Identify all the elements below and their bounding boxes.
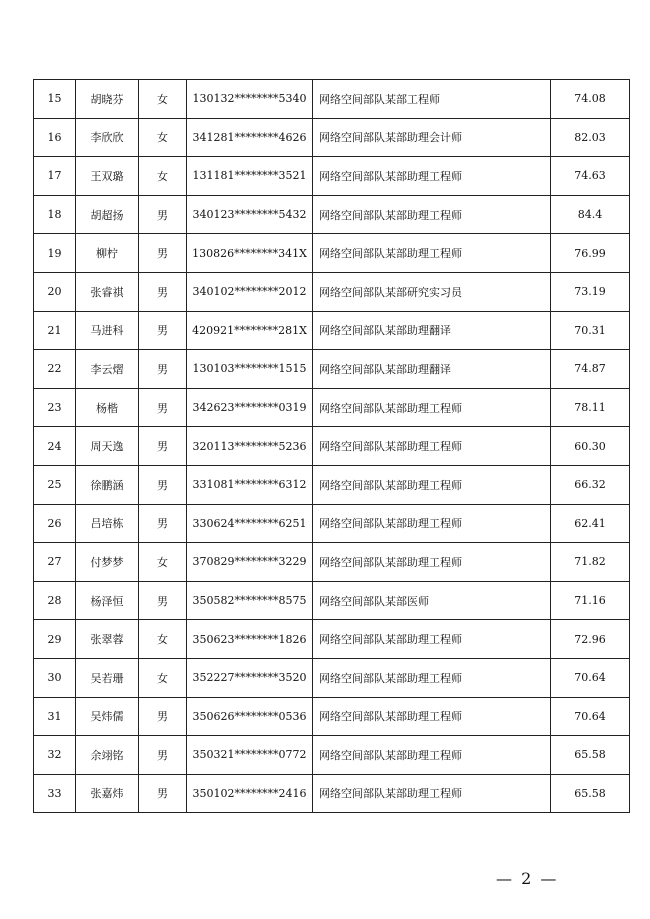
candidate-score: 62.41	[551, 504, 630, 543]
row-number: 17	[34, 157, 76, 196]
candidate-position: 网络空间部队某部助理会计师	[313, 118, 551, 157]
row-number: 21	[34, 311, 76, 350]
candidate-position: 网络空间部队某部医师	[313, 581, 551, 620]
candidate-gender: 男	[139, 234, 187, 273]
candidate-score: 65.58	[551, 774, 630, 813]
candidate-gender: 男	[139, 504, 187, 543]
candidate-score: 72.96	[551, 620, 630, 659]
row-number: 16	[34, 118, 76, 157]
table-row	[34, 388, 630, 427]
row-number: 18	[34, 195, 76, 234]
candidate-gender: 女	[139, 658, 187, 697]
row-number: 33	[34, 774, 76, 813]
candidate-score: 70.31	[551, 311, 630, 350]
candidate-name: 张翠蓉	[76, 620, 139, 659]
candidate-position: 网络空间部队某部助理工程师	[313, 195, 551, 234]
candidate-name: 吕培栋	[76, 504, 139, 543]
candidate-gender: 男	[139, 427, 187, 466]
table-row	[34, 774, 630, 813]
candidate-score: 82.03	[551, 118, 630, 157]
candidate-name: 柳柠	[76, 234, 139, 273]
table-row	[34, 697, 630, 736]
table-row	[34, 234, 630, 273]
candidate-id-number: 330624********6251	[187, 504, 313, 543]
candidate-name: 吴炜儒	[76, 697, 139, 736]
candidate-gender: 女	[139, 80, 187, 119]
candidate-name: 余翊铭	[76, 736, 139, 775]
candidate-id-number: 350321********0772	[187, 736, 313, 775]
candidate-position: 网络空间部队某部助理工程师	[313, 697, 551, 736]
candidate-name: 李欣欣	[76, 118, 139, 157]
table-row	[34, 427, 630, 466]
table-row	[34, 504, 630, 543]
candidate-position: 网络空间部队某部助理翻译	[313, 311, 551, 350]
candidate-name: 徐鹏涵	[76, 465, 139, 504]
candidate-score: 84.4	[551, 195, 630, 234]
table-row	[34, 658, 630, 697]
candidate-position: 网络空间部队某部助理工程师	[313, 427, 551, 466]
row-number: 25	[34, 465, 76, 504]
candidate-score: 65.58	[551, 736, 630, 775]
candidate-gender: 女	[139, 157, 187, 196]
candidate-position: 网络空间部队某部助理工程师	[313, 543, 551, 582]
table-row	[34, 581, 630, 620]
candidate-name: 杨泽恒	[76, 581, 139, 620]
table-row	[34, 620, 630, 659]
table-row	[34, 350, 630, 389]
candidate-gender: 男	[139, 388, 187, 427]
candidate-id-number: 420921********281X	[187, 311, 313, 350]
candidate-position: 网络空间部队某部研究实习员	[313, 272, 551, 311]
candidate-name: 胡超扬	[76, 195, 139, 234]
candidate-id-number: 350623********1826	[187, 620, 313, 659]
candidate-score: 60.30	[551, 427, 630, 466]
candidate-id-number: 130826********341X	[187, 234, 313, 273]
candidate-id-number: 350626********0536	[187, 697, 313, 736]
candidate-position: 网络空间部队某部助理工程师	[313, 736, 551, 775]
candidate-id-number: 341281********4626	[187, 118, 313, 157]
candidate-position: 网络空间部队某部助理工程师	[313, 620, 551, 659]
table-row	[34, 543, 630, 582]
row-number: 26	[34, 504, 76, 543]
candidate-id-number: 331081********6312	[187, 465, 313, 504]
candidate-name: 李云熠	[76, 350, 139, 389]
candidate-id-number: 131181********3521	[187, 157, 313, 196]
candidate-id-number: 350102********2416	[187, 774, 313, 813]
candidate-name: 马进科	[76, 311, 139, 350]
candidate-table-body	[34, 80, 630, 813]
row-number: 29	[34, 620, 76, 659]
candidate-id-number: 130132********5340	[187, 80, 313, 119]
row-number: 19	[34, 234, 76, 273]
table-row	[34, 157, 630, 196]
candidate-position: 网络空间部队某部助理工程师	[313, 157, 551, 196]
candidate-score: 70.64	[551, 697, 630, 736]
candidate-score: 66.32	[551, 465, 630, 504]
candidate-score: 74.63	[551, 157, 630, 196]
table-row	[34, 736, 630, 775]
candidate-gender: 男	[139, 195, 187, 234]
candidate-id-number: 320113********5236	[187, 427, 313, 466]
row-number: 20	[34, 272, 76, 311]
row-number: 22	[34, 350, 76, 389]
row-number: 28	[34, 581, 76, 620]
candidate-id-number: 340102********2012	[187, 272, 313, 311]
row-number: 30	[34, 658, 76, 697]
candidate-id-number: 342623********0319	[187, 388, 313, 427]
candidate-gender: 男	[139, 311, 187, 350]
candidate-position: 网络空间部队某部工程师	[313, 80, 551, 119]
candidate-position: 网络空间部队某部助理工程师	[313, 388, 551, 427]
candidate-id-number: 370829********3229	[187, 543, 313, 582]
candidate-id-number: 352227********3520	[187, 658, 313, 697]
candidate-score: 74.87	[551, 350, 630, 389]
candidate-id-number: 340123********5432	[187, 195, 313, 234]
candidate-gender: 男	[139, 774, 187, 813]
candidate-position: 网络空间部队某部助理工程师	[313, 504, 551, 543]
candidate-score: 70.64	[551, 658, 630, 697]
candidate-table	[33, 79, 630, 813]
candidate-gender: 女	[139, 543, 187, 582]
candidate-name: 王双璐	[76, 157, 139, 196]
candidate-gender: 男	[139, 581, 187, 620]
candidate-position: 网络空间部队某部助理工程师	[313, 234, 551, 273]
candidate-position: 网络空间部队某部助理工程师	[313, 465, 551, 504]
table-row	[34, 118, 630, 157]
candidate-score: 78.11	[551, 388, 630, 427]
candidate-name: 胡晓芬	[76, 80, 139, 119]
candidate-gender: 男	[139, 736, 187, 775]
candidate-name: 张睿祺	[76, 272, 139, 311]
table-row	[34, 195, 630, 234]
candidate-gender: 男	[139, 697, 187, 736]
table-row	[34, 80, 630, 119]
row-number: 23	[34, 388, 76, 427]
candidate-gender: 女	[139, 118, 187, 157]
candidate-score: 74.08	[551, 80, 630, 119]
candidate-score: 73.19	[551, 272, 630, 311]
candidate-position: 网络空间部队某部助理工程师	[313, 774, 551, 813]
candidate-score: 76.99	[551, 234, 630, 273]
candidate-name: 吴若珊	[76, 658, 139, 697]
candidate-name: 周天逸	[76, 427, 139, 466]
table-row	[34, 465, 630, 504]
row-number: 31	[34, 697, 76, 736]
row-number: 32	[34, 736, 76, 775]
candidate-position: 网络空间部队某部助理工程师	[313, 658, 551, 697]
candidate-score: 71.16	[551, 581, 630, 620]
candidate-gender: 男	[139, 272, 187, 311]
table-row	[34, 272, 630, 311]
candidate-id-number: 350582********8575	[187, 581, 313, 620]
row-number: 24	[34, 427, 76, 466]
candidate-name: 付梦梦	[76, 543, 139, 582]
candidate-id-number: 130103********1515	[187, 350, 313, 389]
candidate-score: 71.82	[551, 543, 630, 582]
candidate-gender: 女	[139, 620, 187, 659]
candidate-gender: 男	[139, 465, 187, 504]
candidate-name: 杨楷	[76, 388, 139, 427]
candidate-position: 网络空间部队某部助理翻译	[313, 350, 551, 389]
candidate-gender: 男	[139, 350, 187, 389]
page-number: — 2 —	[496, 869, 559, 888]
row-number: 15	[34, 80, 76, 119]
table-row	[34, 311, 630, 350]
candidate-name: 张嘉炜	[76, 774, 139, 813]
row-number: 27	[34, 543, 76, 582]
